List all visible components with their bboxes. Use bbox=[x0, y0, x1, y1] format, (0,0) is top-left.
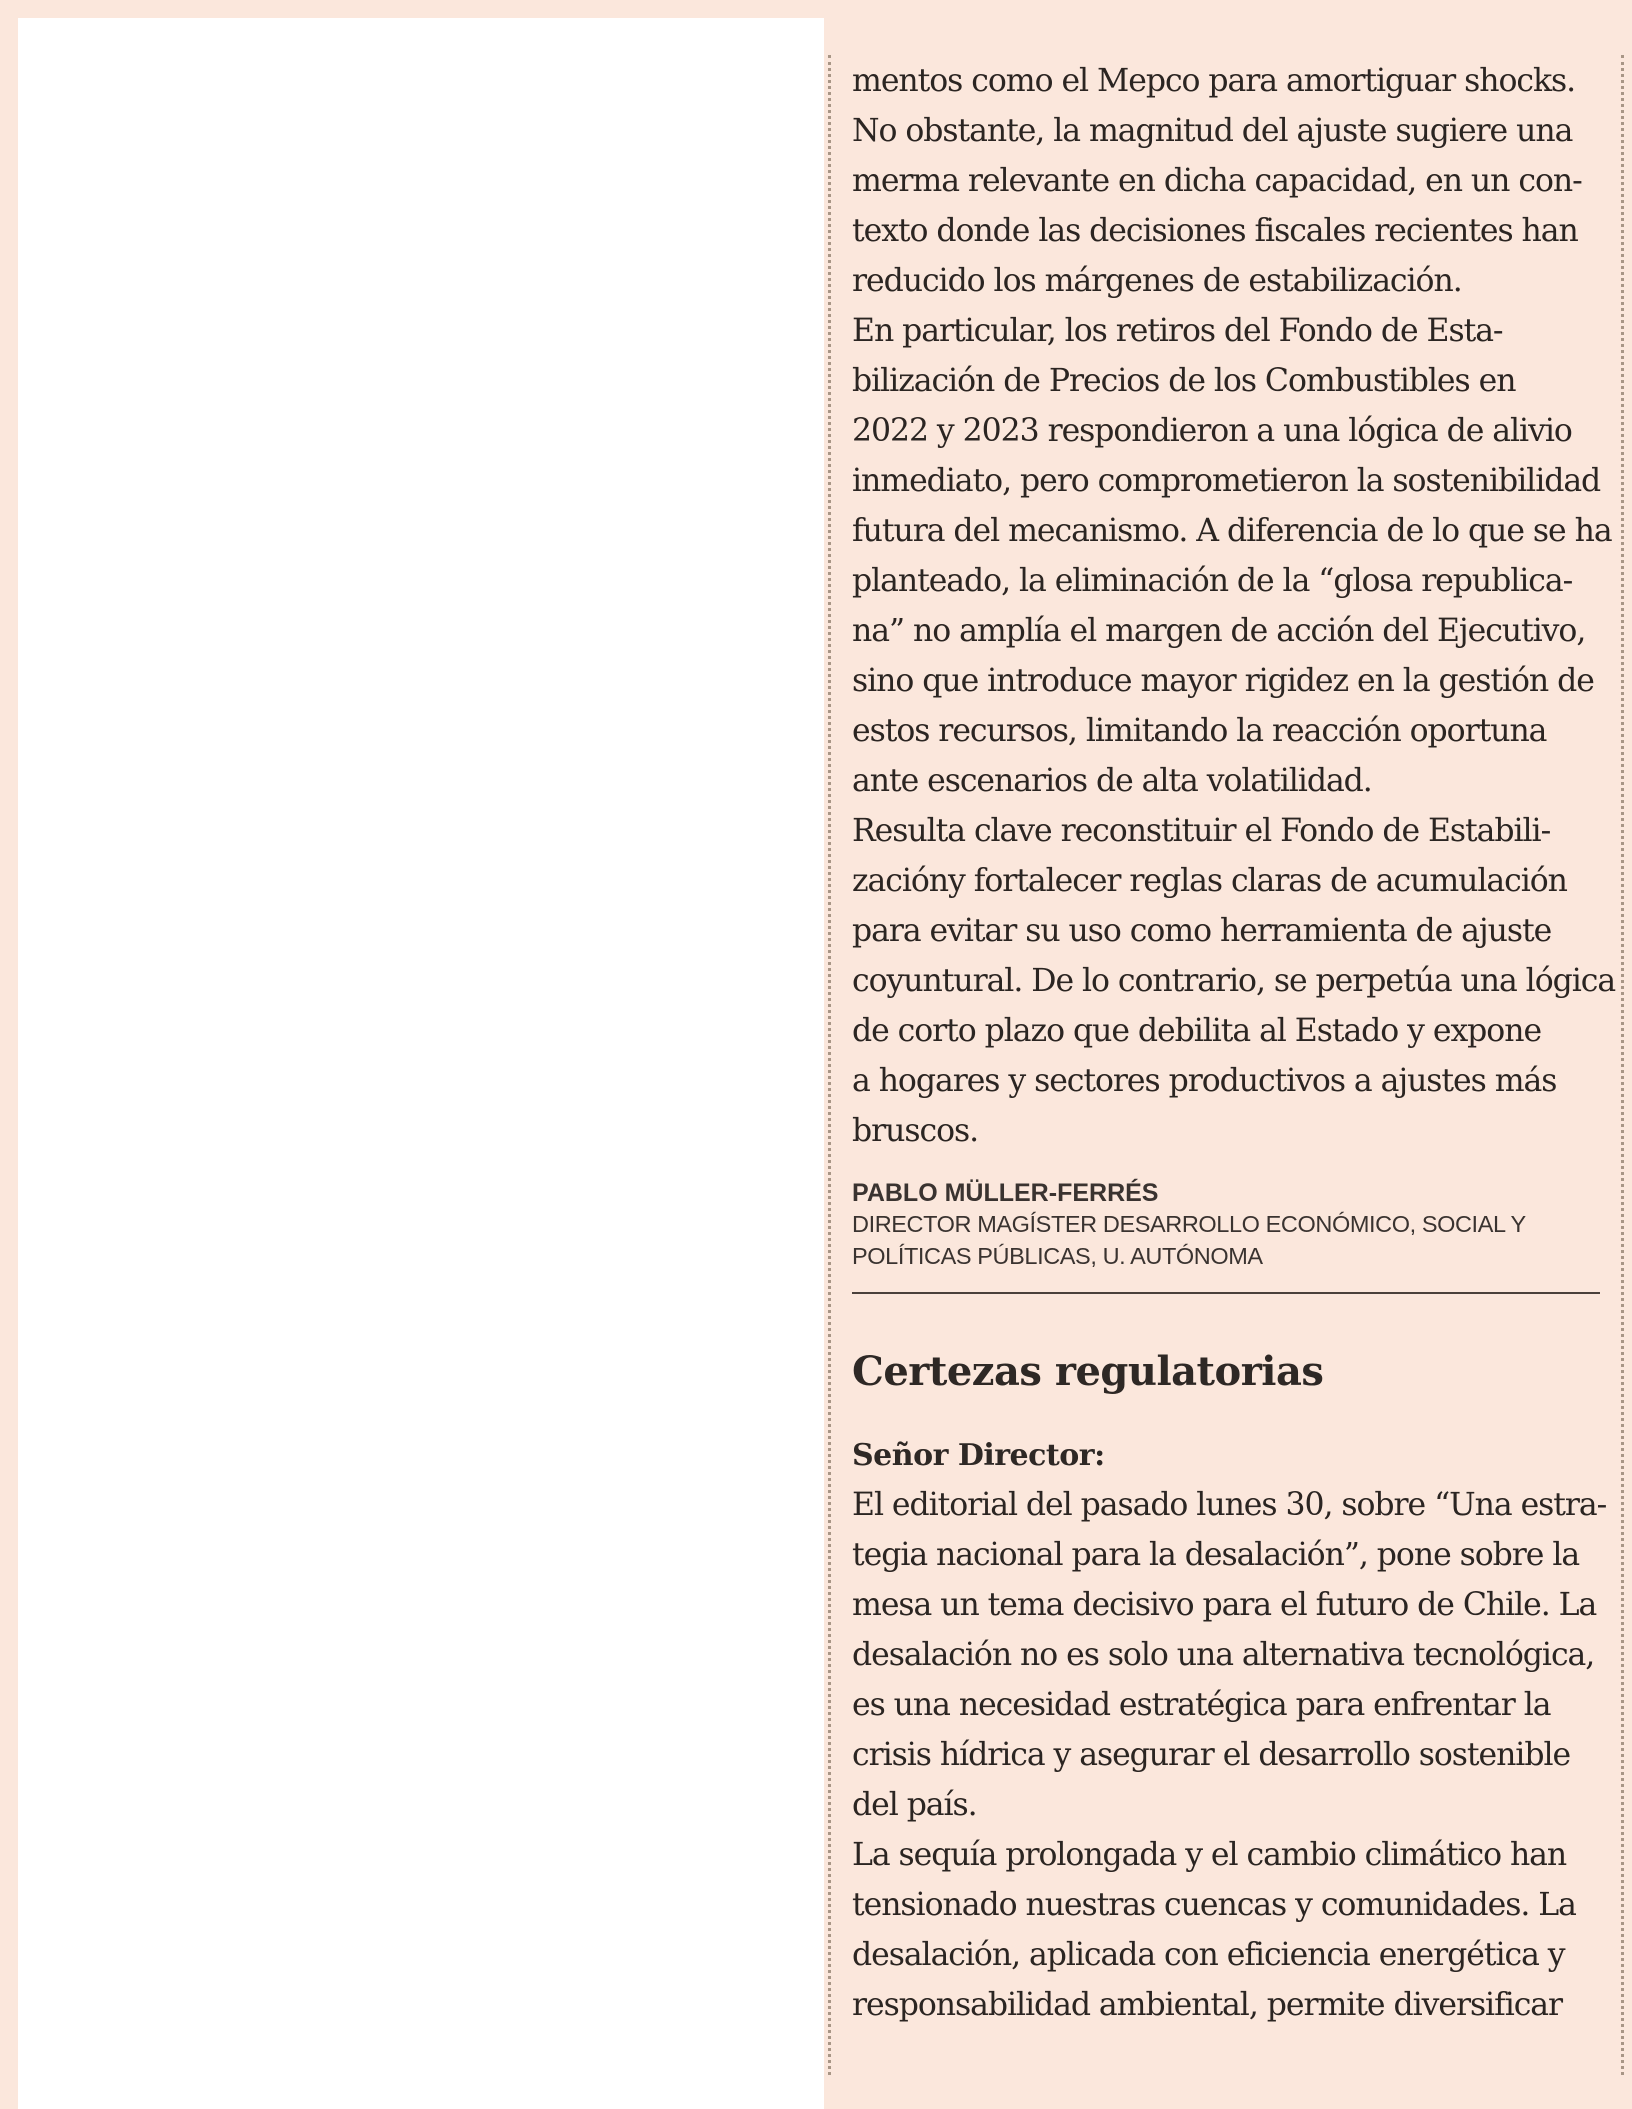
column-dotted-border-left bbox=[828, 55, 831, 2075]
letter-1-line: zacióny fortalecer reglas claras de acumulación bbox=[852, 863, 1567, 899]
letter-1-line: bruscos. bbox=[852, 1113, 979, 1149]
letter-1-line: 2022 y 2023 respondieron a una lógica de alivio bbox=[852, 413, 1572, 449]
letter-1-line: sino que introduce mayor rigidez en la gestión de bbox=[852, 663, 1594, 699]
letter-2-line: responsabilidad ambiental, permite diversificar bbox=[852, 1987, 1563, 2023]
letter-1-line: a hogares y sectores productivos a ajustes más bbox=[852, 1063, 1557, 1099]
letter-2-line: La sequía prolongada y el cambio climático han bbox=[852, 1837, 1567, 1873]
blank-left-area bbox=[18, 18, 824, 1714]
letter-1-line: reducido los márgenes de estabilización. bbox=[852, 263, 1462, 299]
signature-role-line: POLÍTICAS PÚBLICAS, U. AUTÓNOMA bbox=[852, 1243, 1263, 1269]
letter-1-line: mentos como el Mepco para amortiguar shocks. bbox=[852, 63, 1576, 99]
letter-2-headline: Certezas regulatorias bbox=[852, 1348, 1324, 1395]
blank-left-lower-area bbox=[0, 1714, 824, 2109]
letter-2-line: desalación, aplicada con eficiencia energética y bbox=[852, 1937, 1565, 1973]
letter-1-line: na” no amplía el margen de acción del Ejecutivo, bbox=[852, 613, 1586, 649]
top-margin bbox=[0, 0, 1632, 18]
letter-2-line: mesa un tema decisivo para el futuro de Chile. La bbox=[852, 1587, 1597, 1623]
letter-2-line: El editorial del pasado lunes 30, sobre “Una estra- bbox=[852, 1487, 1607, 1523]
letter-1-line: bilización de Precios de los Combustibles en bbox=[852, 363, 1516, 399]
signature-role-line: DIRECTOR MAGÍSTER DESARROLLO ECONÓMICO, SOCIAL Y bbox=[852, 1211, 1526, 1237]
letter-1-line: coyuntural. De lo contrario, se perpetúa una lógica bbox=[852, 963, 1616, 999]
section-divider bbox=[852, 1292, 1600, 1294]
letter-1-line: No obstante, la magnitud del ajuste sugiere una bbox=[852, 113, 1573, 149]
signature-name: PABLO MÜLLER-FERRÉS bbox=[852, 1179, 1159, 1207]
letter-2-line: crisis hídrica y asegurar el desarrollo sostenible bbox=[852, 1737, 1571, 1773]
letters-column bbox=[852, 56, 1616, 2030]
letter-1-line: ante escenarios de alta volatilidad. bbox=[852, 763, 1372, 799]
letter-2-salutation: Señor Director: bbox=[852, 1438, 1105, 1473]
letter-1-line: inmediato, pero comprometieron la sostenibilidad bbox=[852, 463, 1601, 499]
letter-1-line: estos recursos, limitando la reacción oportuna bbox=[852, 713, 1547, 749]
letter-2-line: tegia nacional para la desalación”, pone sobre la bbox=[852, 1537, 1580, 1573]
letter-2-line: desalación no es solo una alternativa tecnológica, bbox=[852, 1637, 1595, 1673]
letter-1-line: En particular, los retiros del Fondo de Esta- bbox=[852, 313, 1503, 349]
letter-2-line: tensionado nuestras cuencas y comunidades. La bbox=[852, 1887, 1576, 1923]
letter-1-line: para evitar su uso como herramienta de ajuste bbox=[852, 913, 1552, 949]
signature-role bbox=[852, 1208, 1608, 1272]
letter-1-line: merma relevante en dicha capacidad, en un con- bbox=[852, 163, 1582, 199]
letter-2-line: del país. bbox=[852, 1787, 977, 1823]
letter-1-line: futura del mecanismo. A diferencia de lo que se ha bbox=[852, 513, 1612, 549]
column-dotted-border-right bbox=[1621, 55, 1624, 2075]
letter-1-body bbox=[852, 56, 1616, 1156]
letter-2-body bbox=[852, 1480, 1608, 2030]
letter-1-line: planteado, la eliminación de la “glosa republica- bbox=[852, 563, 1573, 599]
letter-1-line: texto donde las decisiones fiscales recientes han bbox=[852, 213, 1578, 249]
letter-1-line: Resulta clave reconstituir el Fondo de Estabili- bbox=[852, 813, 1551, 849]
letter-2-line: es una necesidad estratégica para enfrentar la bbox=[852, 1687, 1551, 1723]
letter-1-line: de corto plazo que debilita al Estado y expone bbox=[852, 1013, 1542, 1049]
letter-1-signature bbox=[852, 1178, 1608, 1272]
